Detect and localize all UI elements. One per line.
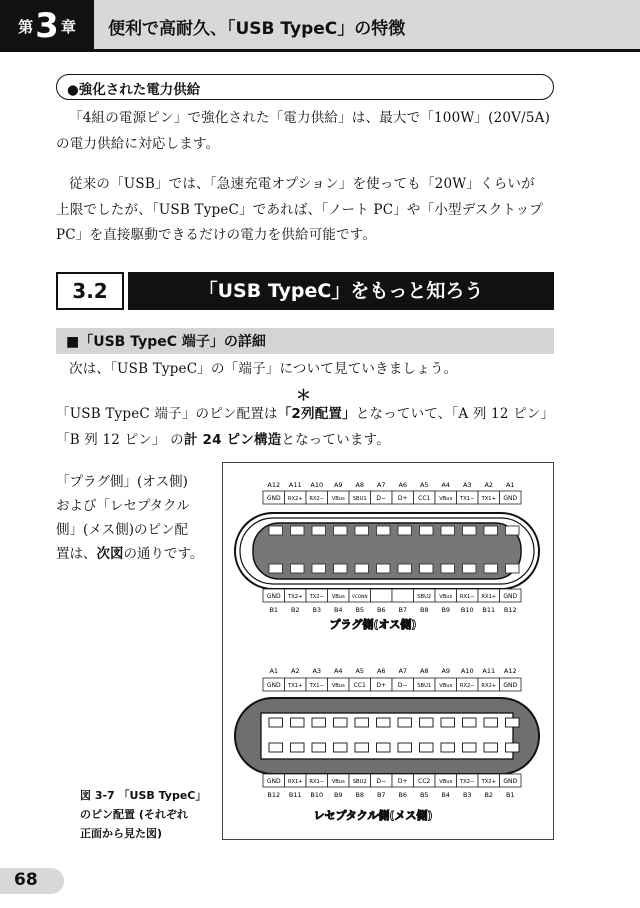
plug-b-pin-number: B11	[482, 606, 496, 614]
receptacle-top-contact	[463, 718, 477, 727]
plug-b-pin-number: B8	[419, 606, 429, 614]
page-number: 68	[0, 868, 64, 894]
plug-b-pin-number: B9	[441, 606, 451, 614]
caption-line: 正面から見た図)	[80, 827, 163, 840]
section-title: 「USB TypeC」をもっと知ろう	[128, 272, 554, 310]
receptacle-b-pin-number: B11	[288, 791, 302, 799]
receptacle-a-pin-label: RX2+	[481, 683, 497, 689]
plug-bottom-contact	[398, 564, 412, 573]
plug-a-pin-label: D+	[397, 495, 408, 502]
plug-a-pin-number: A6	[398, 481, 408, 489]
plug-a-pin-number: A9	[333, 481, 343, 489]
plug-a-pin-label: GND	[503, 495, 518, 502]
plug-a-pin-label: SBU1	[352, 496, 367, 502]
receptacle-b-pin-number: B8	[355, 791, 365, 799]
chapter-header	[0, 0, 640, 52]
plug-a-pin-number: A8	[355, 481, 365, 489]
receptacle-b-pin-number: B5	[419, 791, 429, 799]
plug-a-pin-label: VBus	[331, 496, 345, 502]
plug-bottom-contact	[484, 564, 498, 573]
receptacle-b-pin-label: VBus	[331, 779, 345, 785]
plug-b-pin-number: B5	[355, 606, 365, 614]
plug-b-pin-label: RX1+	[481, 594, 497, 600]
plug-b-pin-number: B6	[376, 606, 386, 614]
receptacle-a-pin-number: A1	[269, 667, 279, 675]
plug-top-contact	[506, 526, 520, 535]
plug-a-pin-number: A11	[288, 481, 302, 489]
plug-b-pin-label: VCONN	[351, 595, 368, 600]
receptacle-b-pin-label: GND	[503, 778, 518, 785]
receptacle-side-label: レセプタクル側(メス側)	[313, 809, 433, 822]
receptacle-a-pin-number: A7	[398, 667, 408, 675]
chapter-number: 3	[35, 6, 59, 46]
receptacle-a-pin-label: CC1	[353, 682, 366, 689]
receptacle-a-pin-number: A6	[376, 667, 386, 675]
plug-a-pin-number: A7	[376, 481, 386, 489]
receptacle-b-pin-number: B6	[398, 791, 408, 799]
plug-a-pin-label: CC1	[418, 495, 431, 502]
receptacle-bottom-contact	[312, 743, 326, 752]
plug-b-pin-label: GND	[503, 593, 518, 600]
receptacle-a-pin-number: A12	[503, 667, 517, 675]
receptacle-a-pin-number: A3	[312, 667, 322, 675]
receptacle-top-contact	[506, 718, 520, 727]
pinout-diagram	[223, 463, 555, 841]
receptacle-top-contact	[334, 718, 348, 727]
receptacle-b-pin-number: B2	[484, 791, 494, 799]
receptacle-b-pin-label: TX2−	[460, 779, 475, 785]
text-line: 従来の「USB」では、「急速充電オプション」を使っても「20W」くらいが	[69, 176, 535, 192]
plug-bottom-contact	[441, 564, 455, 573]
receptacle-b-pin-label: RX1+	[287, 779, 303, 785]
receptacle-a-pin-number: A5	[355, 667, 365, 675]
plug-a-pin-label: TX1−	[460, 496, 475, 502]
plug-b-pin-label: TX2+	[288, 594, 303, 600]
plug-a-pin-label: RX2−	[309, 496, 325, 502]
plug-b-pin-label: RX1−	[459, 594, 475, 600]
receptacle-a-pin-label: SBU1	[417, 683, 432, 689]
chapter-suffix: 章	[60, 17, 76, 36]
caption-line: のピン配置 (それぞれ	[80, 808, 188, 821]
plug-a-pin-number: A3	[462, 481, 472, 489]
text-span: 置は、	[56, 546, 97, 562]
plug-b-pin-label: VBus	[439, 594, 453, 600]
receptacle-a-pin-label: D+	[376, 682, 387, 689]
plug-b-pin-number: B1	[269, 606, 279, 614]
bold-text: 「2列配置」	[277, 406, 356, 422]
receptacle-a-pin-label: VBus	[439, 683, 453, 689]
figure-caption	[80, 786, 220, 843]
receptacle-a-pin-label: GND	[503, 682, 518, 689]
plug-top-contact	[377, 526, 391, 535]
receptacle-bottom-contact	[269, 743, 283, 752]
plug-bottom-contact	[420, 564, 434, 573]
receptacle-a-pin-number: A10	[460, 667, 474, 675]
plug-bottom-contact	[463, 564, 477, 573]
text-span: 「B 列 12 ピン」 の	[56, 431, 184, 448]
text-line: PC」を直接駆動できるだけの電力を供給可能です。	[56, 227, 377, 243]
receptacle-b-pin-label: VBus	[439, 779, 453, 785]
receptacle-b-pin-number: B10	[310, 791, 324, 799]
subsection-power-heading: ●強化された電力供給	[56, 74, 554, 100]
plug-a-pin-number: A4	[441, 481, 451, 489]
receptacle-top-contact	[291, 718, 305, 727]
receptacle-b-pin-label: RX1−	[309, 779, 325, 785]
bold-text: 計 24 ピン構造	[183, 431, 282, 448]
receptacle-b-pin-label: GND	[266, 778, 281, 785]
text-span: の通りです。	[123, 546, 204, 562]
plug-top-contact	[269, 526, 283, 535]
plug-b-pin-cell	[392, 589, 414, 602]
pinout-figure	[222, 462, 554, 840]
receptacle-a-pin-label: VBus	[331, 683, 345, 689]
paragraph-power	[56, 106, 556, 157]
receptacle-top-contact	[441, 718, 455, 727]
text-line: 側」(メス側)のピン配	[56, 522, 189, 538]
text-span: となっていて、「A 列 12 ピン」	[355, 406, 555, 422]
receptacle-bottom-contact	[355, 743, 369, 752]
plug-b-pin-number: B7	[398, 606, 408, 614]
chapter-prefix: 第	[18, 17, 34, 36]
receptacle-top-contact	[484, 718, 498, 727]
plug-side-label: プラグ側(オス側)	[329, 618, 417, 631]
plug-a-pin-label: GND	[266, 495, 281, 502]
plug-bottom-contact	[291, 564, 305, 573]
star-separator: ＊	[296, 386, 312, 404]
receptacle-a-pin-label: D−	[397, 682, 408, 689]
receptacle-a-pin-label: GND	[266, 682, 281, 689]
receptacle-bottom-contact	[398, 743, 412, 752]
paragraph-pinout	[56, 402, 556, 453]
plug-top-contact	[291, 526, 305, 535]
plug-top-contact	[334, 526, 348, 535]
text-span: となっています。	[281, 431, 390, 448]
text-line: 上限でしたが、「USB TypeC」であれば、「ノート PC」や「小型デスクトップ	[56, 201, 543, 218]
plug-b-pin-number: B3	[312, 606, 322, 614]
receptacle-bottom-contact	[506, 743, 520, 752]
text-line: および「レセプタクル	[56, 498, 190, 514]
plug-bottom-contact	[506, 564, 520, 573]
caption-line: 図 3-7 「USB TypeC」	[80, 789, 207, 802]
text-line: の電力供給に対応します。	[56, 135, 220, 152]
receptacle-b-pin-label: CC2	[418, 778, 431, 785]
receptacle-b-pin-label: D+	[397, 778, 408, 785]
receptacle-b-pin-number: B9	[333, 791, 343, 799]
plug-b-pin-number: B10	[460, 606, 474, 614]
receptacle-bottom-contact	[463, 743, 477, 752]
section-number: 3.2	[56, 272, 124, 310]
plug-a-pin-label: VBus	[439, 496, 453, 502]
receptacle-b-pin-number: B12	[267, 791, 281, 799]
receptacle-b-pin-label: TX2+	[481, 779, 496, 785]
chapter-badge	[0, 0, 94, 52]
paragraph-legacy	[56, 172, 556, 249]
receptacle-bottom-contact	[420, 743, 434, 752]
receptacle-b-pin-label: D−	[376, 778, 387, 785]
subsection-terminal-heading: ■「USB TypeC 端子」の詳細	[56, 328, 554, 354]
receptacle-b-pin-number: B1	[505, 791, 515, 799]
receptacle-top-contact	[377, 718, 391, 727]
receptacle-a-pin-number: A11	[482, 667, 496, 675]
plug-bottom-contact	[377, 564, 391, 573]
receptacle-bottom-contact	[377, 743, 391, 752]
plug-bottom-contact	[355, 564, 369, 573]
receptacle-b-pin-number: B4	[441, 791, 451, 799]
plug-a-pin-number: A12	[267, 481, 281, 489]
plug-a-pin-label: TX1+	[481, 496, 496, 502]
plug-a-pin-number: A1	[505, 481, 515, 489]
plug-a-pin-label: RX2+	[287, 496, 303, 502]
plug-a-pin-number: A10	[310, 481, 324, 489]
receptacle-top-contact	[420, 718, 434, 727]
plug-top-contact	[484, 526, 498, 535]
plug-a-pin-number: A5	[419, 481, 429, 489]
plug-top-contact	[355, 526, 369, 535]
plug-bottom-contact	[312, 564, 326, 573]
text-line: 「4組の電源ピン」で強化された「電力供給」は、最大で「100W」(20V/5A)	[69, 110, 551, 126]
text-line	[56, 428, 556, 454]
receptacle-top-contact	[312, 718, 326, 727]
text-span: 「USB TypeC 端子」のピン配置は	[56, 406, 278, 422]
plug-top-contact	[312, 526, 326, 535]
plug-b-pin-label: SBU2	[417, 594, 432, 600]
plug-b-pin-label: TX2−	[309, 594, 324, 600]
plug-b-pin-label: VBus	[331, 594, 345, 600]
text-line	[56, 402, 556, 428]
receptacle-top-contact	[269, 718, 283, 727]
plug-top-contact	[398, 526, 412, 535]
receptacle-a-pin-number: A2	[290, 667, 300, 675]
text-line	[56, 542, 208, 566]
plug-b-pin-label: GND	[266, 593, 281, 600]
receptacle-a-pin-number: A9	[441, 667, 451, 675]
plug-bottom-contact	[334, 564, 348, 573]
receptacle-bottom-contact	[334, 743, 348, 752]
receptacle-a-pin-label: TX1+	[288, 683, 303, 689]
chapter-title: 便利で高耐久、「USB TypeC」の特徴	[108, 19, 406, 39]
receptacle-a-pin-number: A8	[419, 667, 429, 675]
plug-top-contact	[463, 526, 477, 535]
receptacle-a-pin-label: RX2−	[459, 683, 475, 689]
plug-bottom-contact	[269, 564, 283, 573]
receptacle-bottom-contact	[484, 743, 498, 752]
plug-b-pin-number: B12	[503, 606, 517, 614]
receptacle-a-pin-label: TX1−	[309, 683, 324, 689]
receptacle-top-contact	[398, 718, 412, 727]
figure-side-text	[56, 470, 208, 566]
plug-a-pin-number: A2	[484, 481, 494, 489]
paragraph-intro: 次は、「USB TypeC」の「端子」について見ていきましょう。	[69, 361, 458, 377]
plug-b-pin-number: B4	[333, 606, 343, 614]
bold-text: 次図	[96, 546, 124, 562]
plug-b-pin-cell	[371, 589, 393, 602]
receptacle-bottom-contact	[441, 743, 455, 752]
plug-a-pin-label: D−	[376, 495, 387, 502]
receptacle-top-contact	[355, 718, 369, 727]
receptacle-b-pin-number: B3	[462, 791, 472, 799]
receptacle-bottom-contact	[291, 743, 305, 752]
receptacle-b-pin-label: SBU2	[352, 779, 367, 785]
plug-b-pin-number: B2	[290, 606, 300, 614]
receptacle-a-pin-number: A4	[333, 667, 343, 675]
plug-top-contact	[441, 526, 455, 535]
plug-top-contact	[420, 526, 434, 535]
text-line: 「プラグ側」(オス側)	[56, 474, 188, 490]
receptacle-b-pin-number: B7	[376, 791, 386, 799]
